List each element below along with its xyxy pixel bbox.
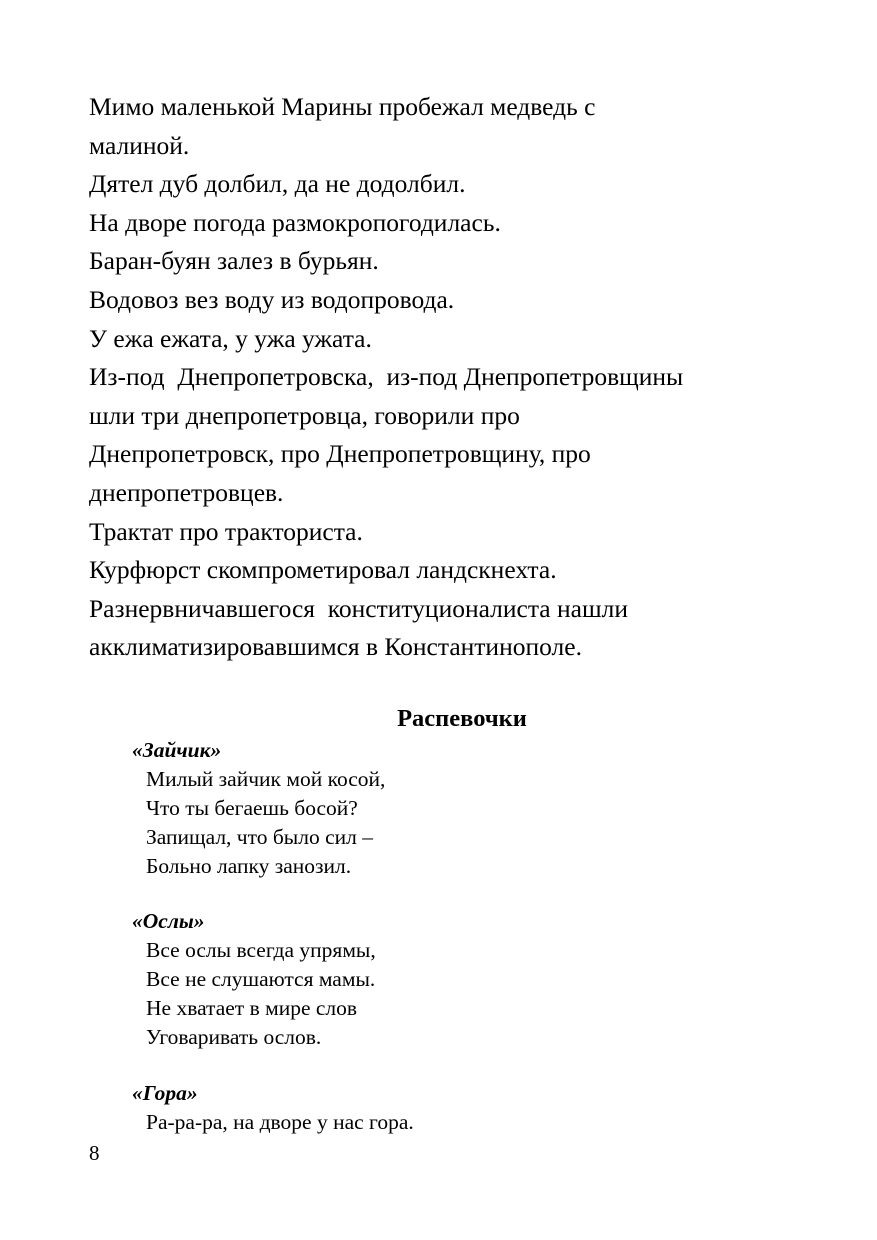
text-line: Курфюрст скомпрометировал ландскнехта. xyxy=(89,555,557,585)
song-gora xyxy=(132,1079,632,1137)
text-line: акклиматизировавшимся в Константинополе. xyxy=(89,632,582,662)
song-osly xyxy=(132,907,632,1052)
text-line: Из-под Днепропетровска, из-под Днепропетровщины xyxy=(89,362,684,392)
song-line: Что ты бегаешь босой? xyxy=(146,796,358,820)
section-title: Распевочки xyxy=(397,705,527,732)
song-line: Запищал, что было сил – xyxy=(146,825,373,849)
song-title: «Гора» xyxy=(132,1081,198,1105)
song-line: Ра-ра-ра, на дворе у нас гора. xyxy=(146,1110,414,1134)
song-title: «Ослы» xyxy=(132,909,205,933)
song-line: Все ослы всегда упрямы, xyxy=(146,938,376,962)
song-line: Больно лапку занозил. xyxy=(146,854,352,878)
tongue-twisters-block xyxy=(89,88,809,667)
text-line: Трактат про тракториста. xyxy=(89,516,363,546)
text-line: днепропетровцев. xyxy=(89,477,284,507)
text-line: Дятел дуб долбил, да не додолбил. xyxy=(89,169,466,199)
song-line: Не хватает в мире слов xyxy=(146,996,358,1020)
song-line: Все не слушаются мамы. xyxy=(146,967,376,991)
text-line: Разнервничавшегося конституционалиста нашли xyxy=(89,593,628,623)
song-line: Уговаривать ослов. xyxy=(146,1025,322,1049)
text-line: У ежа ежата, у ужа ужата. xyxy=(89,323,372,353)
text-line: Водовоз вез воду из водопровода. xyxy=(89,284,455,314)
song-line: Милый зайчик мой косой, xyxy=(146,767,386,791)
text-line: На дворе погода размокропогодилась. xyxy=(89,207,501,237)
text-line: Мимо маленькой Марины пробежал медведь с xyxy=(89,92,596,121)
text-line: Баран-буян залез в бурьян. xyxy=(89,246,379,276)
text-line: малиной. xyxy=(89,130,190,160)
text-line: Днепропетровск, про Днепропетровщину, про xyxy=(89,439,591,469)
song-title: «Зайчик» xyxy=(132,738,222,762)
page-number: 8 xyxy=(89,1141,100,1165)
song-zaichik xyxy=(132,736,632,881)
text-line: шли три днепропетровца, говорили про xyxy=(89,400,520,430)
